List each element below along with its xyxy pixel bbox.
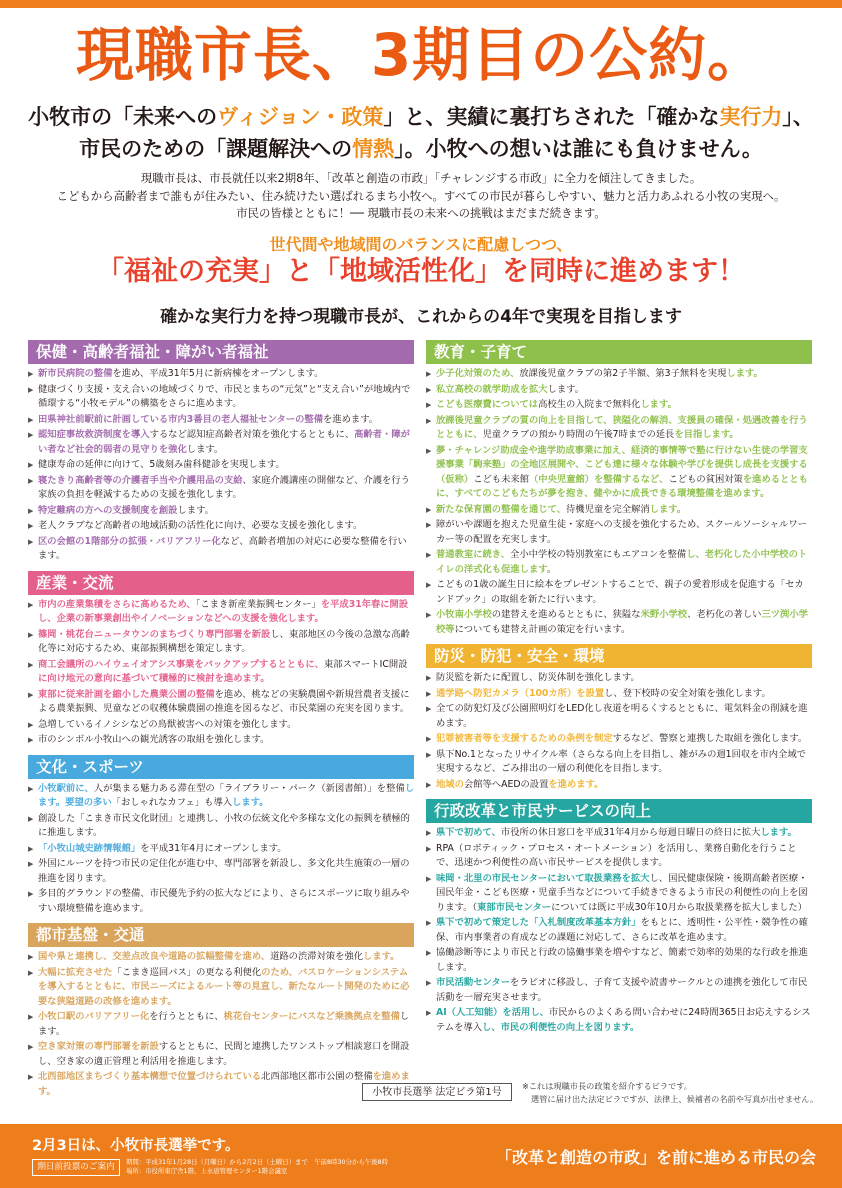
policy-highlight: 篠岡・桃花台ニュータウンのまちづくり専門部署を新設 xyxy=(38,628,271,640)
policy-item xyxy=(426,946,812,975)
policy-text: を進め、桃などの実験農園や新規営農者支援による農業振興、児童などの収穫体験農園の推進を図るなど、市民菜園の充実を図ります。 xyxy=(38,688,410,714)
tagline: 確かな実行力を持つ現職市長が、これからの4年で実現を目指します xyxy=(160,307,682,327)
policy-highlight: します。 xyxy=(649,503,687,515)
lead-text: 小牧市の「未来への xyxy=(28,105,218,129)
policy-highlight: します。要望の多い xyxy=(38,782,414,808)
legal-note xyxy=(522,1080,822,1106)
section-heading: 防災・防犯・安全・環境 xyxy=(426,644,812,668)
policy-item xyxy=(28,413,414,428)
policy-section xyxy=(426,340,812,637)
policy-text: 「おしゃれなカフェ」も導入 xyxy=(111,797,233,808)
policy-text: します。 xyxy=(38,1011,410,1037)
policy-item xyxy=(426,503,812,518)
policy-highlight: 国や県と連携し、交差点改良や道路の拡幅整備を進め、 xyxy=(38,951,271,962)
policy-section xyxy=(426,644,812,792)
policy-highlight: 犯罪被害者等を支援するための条例を制定 xyxy=(436,733,613,744)
policy-item xyxy=(28,782,414,811)
policy-item xyxy=(28,842,414,857)
policy-highlight: 味岡・北里の市民センターにおいて取扱業務を拡大 xyxy=(436,872,650,884)
policy-item xyxy=(28,966,414,1010)
policy-highlight: 特定難病の方への支援制度を創設 xyxy=(38,504,178,516)
election-date: 2月3日は、小牧市長選挙です。 xyxy=(32,1138,240,1154)
policy-highlight: に向け地元の意向に基づいて積極的に検討を進めます。 xyxy=(38,673,270,684)
policy-item xyxy=(28,733,414,748)
policy-item xyxy=(28,1040,414,1069)
policy-item xyxy=(426,578,812,607)
policy-text: します。 xyxy=(177,504,214,516)
policy-highlight: します。 xyxy=(640,399,677,410)
policy-highlight: し、市民の利便性の向上を図ります。 xyxy=(482,1021,640,1033)
policy-highlight: を目指します。 xyxy=(674,429,739,440)
policy-section xyxy=(28,923,414,1099)
policy-highlight: します。 xyxy=(726,368,763,379)
policy-item xyxy=(28,658,414,687)
policy-highlight: 大幅に拡充させた xyxy=(38,966,113,978)
policy-highlight: 通学路へ防犯カメラ（100カ所）を設置 xyxy=(436,687,605,699)
policy-highlight: を進めます。 xyxy=(38,1071,410,1097)
policy-item xyxy=(426,398,812,413)
intro-line: 現職市長は、市長就任以来2期8年、「改革と創造の市政」「チャレンジする市政」に全力を傾注してきました。 xyxy=(140,171,702,185)
section-heading: 文化・スポーツ xyxy=(28,755,414,779)
policy-highlight: 夢・チャレンジ助成金や進学助成事業に加え、経済的事情等で塾に行けない生徒の学習支援事業「駒来塾」の全地区展開や、こども達に様々な体験や学びを提供し成長を支援する（仮称） xyxy=(436,444,808,485)
policy-highlight: 放課後児童クラブの質の向上を目指して、狭隘化の解消、支援員の確保・処遇改善を行うとともに、 xyxy=(436,414,808,440)
section-heading: 都市基盤・交通 xyxy=(28,923,414,947)
policy-item xyxy=(426,414,812,443)
policy-highlight: 北西部地区まちづくり基本構想で位置づけられている xyxy=(38,1071,262,1082)
policy-highlight: 田県神社前駅前に計画している市内3番目の老人福祉センターの整備 xyxy=(38,413,324,425)
policy-highlight: のため、バスロケーションシステムを導入するとともに、市民ニーズによるルート等の見直し、新たなルート開発のために必要な狭隘道路の改修を進めます。 xyxy=(38,966,410,1007)
policy-highlight: を進めます。 xyxy=(548,778,604,790)
policy-text: を進めます。 xyxy=(323,413,379,425)
policy-text: 会館等へAEDの設置 xyxy=(463,778,549,790)
intro-line: 市民の皆様とともに！── 現職市長の未来への挑戦はまだまだ続きます。 xyxy=(236,206,606,220)
section-heading: 保健・高齢者福祉・障がい者福祉 xyxy=(28,340,414,364)
policy-text: し、登下校時の安全対策を強化します。 xyxy=(604,687,771,699)
policy-item xyxy=(426,702,812,731)
early-voting-label: 期日前投票のご案内 xyxy=(32,1159,120,1176)
section-heading: 産業・交流 xyxy=(28,571,414,595)
policy-highlight: 東部市民センター xyxy=(477,901,552,913)
policy-highlight: します。 xyxy=(760,827,797,838)
policy-highlight: 地域の xyxy=(436,778,464,790)
policy-text: します。 xyxy=(547,383,585,395)
left-policy-column xyxy=(28,340,414,1106)
lead-text: 」、 xyxy=(782,105,814,129)
policy-highlight: 小牧駅前に、 xyxy=(38,782,94,794)
early-voting-info xyxy=(126,1158,388,1176)
policy-text: 協働診断等により市民と行政の協働事業を増やすなど、簡素で効率的効果的な行政を推進します。 xyxy=(436,947,808,973)
policy-highlight: 区の会館の1階部分の拡張・バリアフリー化 xyxy=(38,535,221,547)
policy-item xyxy=(28,504,414,519)
flyer-number: 小牧市長選挙 法定ビラ第1号 xyxy=(362,1083,512,1101)
policy-text: 多目的グラウンドの整備、市民優先予約の拡大などにより、さらにスポーツに取り組みやすい環境整備を進めます。 xyxy=(38,888,410,914)
policy-item xyxy=(28,474,414,503)
policy-item xyxy=(28,950,414,965)
policy-highlight: 新たな保育園の整備を通じて、 xyxy=(436,503,566,515)
policy-highlight: 県下で初めて、 xyxy=(436,827,501,838)
policy-section xyxy=(28,340,414,564)
policy-highlight: 小牧口駅のバリアフリー化 xyxy=(38,1011,150,1022)
policy-text: 健康寿命の延伸に向けて、5歳刻み歯科健診を実現します。 xyxy=(38,459,285,470)
policy-text: 児童クラブの預かり時間の午後7時までの延長 xyxy=(482,429,675,440)
policy-item xyxy=(28,887,414,916)
right-policy-column xyxy=(426,340,812,1042)
policy-item xyxy=(28,383,414,412)
policy-highlight: を平成31年春に開設し、企業の新事業創出やイノベーションなどへの支援を強化します。 xyxy=(38,598,409,624)
policy-item xyxy=(28,718,414,733)
policy-item xyxy=(426,1006,812,1035)
policy-text: 県下No.1となったリサイクル率（さらなる向上を目指し、雑がみの週1回収を市内全域で実現するなど、ごみ排出の一層の利便化を目指します。 xyxy=(436,748,806,774)
early-voting-period: 期間：平成31年1月28日（月曜日）から2月2日（土曜日）まで 午前8時30分から午後8時 xyxy=(126,1158,389,1166)
policy-highlight: こども医療費については xyxy=(436,399,539,410)
policy-text: など、高齢者増加の対応に必要な整備を行います。 xyxy=(38,535,407,561)
policy-text: し、東部地区の今後の急激な高齢化等に対応するため、東部振興構想を策定します。 xyxy=(38,628,410,654)
policy-item xyxy=(28,519,414,534)
policy-text: については既に平成30年10月から取扱業務を拡大しました） xyxy=(551,901,808,913)
policy-item xyxy=(426,367,812,382)
policy-section xyxy=(426,799,812,1035)
policy-highlight: 認知症事故救済制度を導入 xyxy=(38,429,150,440)
section-heading: 教育・子育て xyxy=(426,340,812,364)
policy-text: 外国にルーツを持つ市民の定住化が進む中、専門部署を新設し、多文化共生施策の一層の推進を図ります。 xyxy=(38,858,410,884)
policy-item xyxy=(426,548,812,577)
policy-highlight: 三ツ渕小学校等 xyxy=(436,609,808,635)
policy-text: についても建替え計画の策定を行います。 xyxy=(454,623,631,635)
policy-item xyxy=(426,826,812,841)
policy-item xyxy=(426,748,812,777)
policy-item xyxy=(28,812,414,841)
policy-item xyxy=(426,842,812,871)
policy-section xyxy=(28,755,414,917)
policy-item xyxy=(426,687,812,702)
policy-text: こども未来館 xyxy=(473,473,529,485)
policy-item xyxy=(426,444,812,502)
policy-item xyxy=(28,857,414,886)
policy-item xyxy=(28,367,414,382)
lead-text: 」と、実績に裏打ちされた「確かな xyxy=(383,105,720,129)
policy-text: をもとに、透明性・公平性・競争性の確保、市内事業者の育成などの課題に対応して、さらに改革を進めます。 xyxy=(436,917,808,943)
policy-item xyxy=(426,778,812,793)
policy-text: 創設した「こまき市民文化財団」と連携し、小牧の伝統文化や多様な文化の振興を積極的に推進します。 xyxy=(38,812,410,838)
policy-highlight: 米野小学校 xyxy=(640,609,688,620)
policy-text: 高校生の入院まで無料化 xyxy=(538,399,641,410)
policy-item xyxy=(28,1070,414,1099)
policy-highlight: します。 xyxy=(232,797,269,808)
policy-text: 放課後児童クラブの第2子半額、第3子無料を実現 xyxy=(519,368,727,379)
policy-text: 市役所の休日窓口を平成31年4月から毎週日曜日の終日に拡大 xyxy=(500,827,761,838)
policy-text: 急増しているイノシシなどの鳥獣被害への対策を強化します。 xyxy=(38,718,297,730)
policy-text: RPA（ロボティック・プロセス・オートメーション）を活用し、業務自動化を行うことで、迅速かつ利便性の高い市民サービスを提供します。 xyxy=(436,842,797,868)
policy-text: 障がいや課題を抱えた児童生徒・家庭への支援を強化するため、スクールソーシャルワーカー等の配置を充実します。 xyxy=(436,519,807,545)
policy-item xyxy=(28,1010,414,1039)
policy-item xyxy=(28,628,414,657)
policy-highlight: 新市民病院の整備 xyxy=(38,368,113,379)
policy-highlight: 普通教室に続き、 xyxy=(436,549,511,560)
policy-highlight: 寝たきり高齢者等の介護者手当や介護用品の支給 xyxy=(38,474,243,486)
policy-text: 市のシンボル小牧山への観光誘客の取組を強化します。 xyxy=(38,734,270,745)
policy-text: します。 xyxy=(186,443,224,455)
early-voting-place: 場所：市役所東庁舎1階、上水道管理センター1階会議室 xyxy=(126,1167,288,1175)
intro-line: こどもから高齢者まで誰もが住みたい、住み続けたい選ばれるまち小牧へ。すべての市民が暮らしやすい、魅力と活力あふれる小牧の実現へ。 xyxy=(56,188,786,203)
policy-item xyxy=(28,428,414,457)
policy-highlight: 商工会議所のハイウェイオアシス事業をバックアップするとともに、 xyxy=(38,658,324,670)
lead-line-2 xyxy=(0,134,842,164)
policy-item xyxy=(28,458,414,473)
lead-text: 市民のための「課題解決への xyxy=(79,137,353,161)
policy-item xyxy=(426,732,812,747)
policy-text: を進め、平成31年5月に新病棟をオープンします。 xyxy=(112,368,324,379)
policy-text: こどもの貧困対策 xyxy=(668,473,743,485)
policy-item xyxy=(426,518,812,547)
section-heading: 行政改革と市民サービスの向上 xyxy=(426,799,812,823)
policy-highlight: 高齢者・障がい者など社会的弱者の見守りを強化 xyxy=(38,429,410,455)
policy-text: を平成31年4月にオープンします。 xyxy=(140,842,287,854)
policy-text: の建替えを進めるとともに、狭隘な xyxy=(491,609,641,620)
policy-highlight: 東部に従来計画を縮小した農業公園の整備 xyxy=(38,688,215,700)
policy-text: をラピオに移設し、子育て支援や読書サークルとの連携を強化して市民活動を一層充実させます。 xyxy=(436,977,808,1003)
policy-item xyxy=(426,916,812,945)
lead-text: 」。小牧への想いは誰にも負けません。 xyxy=(394,137,763,161)
policy-highlight: 市内の産業集積をさらに高めるため、 xyxy=(38,598,196,610)
policy-text: 老人クラブなど高齢者の地域活動の活性化に向け、必要な支援を強化します。 xyxy=(38,520,363,531)
policy-highlight: 桃花台センターにバスなど乗換拠点を整備 xyxy=(223,1011,400,1022)
policy-highlight: （中央児童館）を整備するなど、 xyxy=(529,473,669,485)
policy-item xyxy=(426,872,812,916)
policy-text: 道路の渋滞対策を強化 xyxy=(270,951,364,962)
policy-highlight: 私立高校の就学助成を拡大 xyxy=(436,383,548,395)
note-line: ※これは現職市長の政策を紹介するビラです。 xyxy=(522,1081,692,1091)
policy-item xyxy=(28,535,414,564)
policy-text: するとともに、民間と連携したワンストップ相談窓口を開設し、空き家の適正管理と利活用を推進します。 xyxy=(38,1041,410,1067)
policy-text: 、老朽化の著しい xyxy=(687,609,762,620)
policy-highlight: し、老朽化した小中学校のトイレの洋式化も促進します。 xyxy=(436,549,808,575)
policy-section xyxy=(28,571,414,748)
policy-highlight: 県下で初めて策定した「入札制度改革基本方針」 xyxy=(436,917,641,928)
policy-text: するなど、警察と連携した取組を強化します。 xyxy=(612,733,808,744)
policy-text: 全ての防犯灯及び公園照明灯をLED化し夜道を明るくするとともに、電気料金の削減を進めます。 xyxy=(436,703,808,729)
policy-highlight: 少子化対策のため、 xyxy=(436,368,520,379)
note-line: 選管に届け出た法定ビラですが、法律上、候補者の名前や写真が出せません。 xyxy=(531,1094,819,1104)
intro-paragraph xyxy=(0,170,842,223)
theme-headline: 「福祉の充実」と「地域活性化」を同時に進めます！ xyxy=(97,256,745,287)
lead-highlight: ヴィジョン・政策 xyxy=(217,105,384,129)
policy-highlight: 小牧南小学校 xyxy=(436,609,492,620)
policy-text: を行うとともに、 xyxy=(149,1011,224,1022)
policy-item xyxy=(426,976,812,1005)
policy-highlight: 市民活動センター xyxy=(436,977,511,988)
policy-highlight: 空き家対策の専門部署を新設 xyxy=(38,1041,159,1052)
policy-text: 待機児童を完全解消 xyxy=(565,503,650,515)
policy-text: 東部スマートIC開設 xyxy=(323,658,408,670)
organization-name: 「改革と創造の市政」を前に進める市民の会 xyxy=(495,1148,816,1167)
policy-text: 人が集まる魅力ある滞在型の「ライブラリー・パーク（新図書館）」を整備 xyxy=(93,782,405,794)
policy-highlight: AI（人工知能）を活用し、 xyxy=(436,1007,549,1018)
footer xyxy=(0,1124,842,1188)
policy-item xyxy=(426,383,812,398)
lead-highlight: 情熱 xyxy=(352,137,395,161)
policy-item xyxy=(28,688,414,717)
policy-highlight: を進めるとともに、すべてのこどもたちが夢を抱き、健やかに成長できる環境整備を進めます。 xyxy=(436,473,808,499)
policy-text: するなど認知症高齢者対策を強化するとともに、 xyxy=(149,429,355,440)
policy-highlight: 「小牧山城史跡情報館」 xyxy=(38,842,141,854)
policy-text: 「こまき巡回バス」の更なる利便化 xyxy=(112,966,262,978)
policy-highlight: します。 xyxy=(363,951,400,962)
policy-text: こどもの1歳の誕生日に絵本をプレゼントすることで、親子の愛着形成を促進する「セカンドブック」の取組を新たに行います。 xyxy=(436,579,804,605)
policy-text: し、国民健康保険・後期高齢者医療・国民年金・こども医療・児童手当などについて手続きできるよう市民の利便性の向上を図ります。（ xyxy=(436,872,808,913)
policy-text: 「こまき新産業振興センター」 xyxy=(195,598,321,610)
policy-item xyxy=(28,598,414,627)
policy-text: 健康づくり支援・支え合いの地域づくりで、市民とまちの“元気”と“支え合い”が地域内で循環する“小牧モデル”の構築をさらに進めます。 xyxy=(38,383,411,409)
page-title: 現職市長、3期目の公約。 xyxy=(75,21,767,89)
policy-item xyxy=(426,608,812,637)
policy-text: 北西部地区都市公園の整備 xyxy=(261,1071,373,1082)
lead-highlight: 実行力 xyxy=(719,105,783,129)
policy-text: 市民からのよくある問い合わせに24時間365日お応えするシステムを導入 xyxy=(436,1007,811,1033)
theme-subtitle: 世代間や地域間のバランスに配慮しつつ、 xyxy=(269,235,573,254)
lead-line-1 xyxy=(0,102,842,132)
policy-text: 防災監を新たに配置し、防災体制を強化します。 xyxy=(436,672,640,683)
top-accent-bar xyxy=(0,0,842,8)
policy-item xyxy=(426,671,812,686)
policy-text: 全小中学校の特別教室にもエアコンを整備 xyxy=(510,549,687,560)
policy-text: 、家庭介護講座の開催など、介護を行う家族の負担を軽減するための支援を強化します。 xyxy=(38,474,410,500)
